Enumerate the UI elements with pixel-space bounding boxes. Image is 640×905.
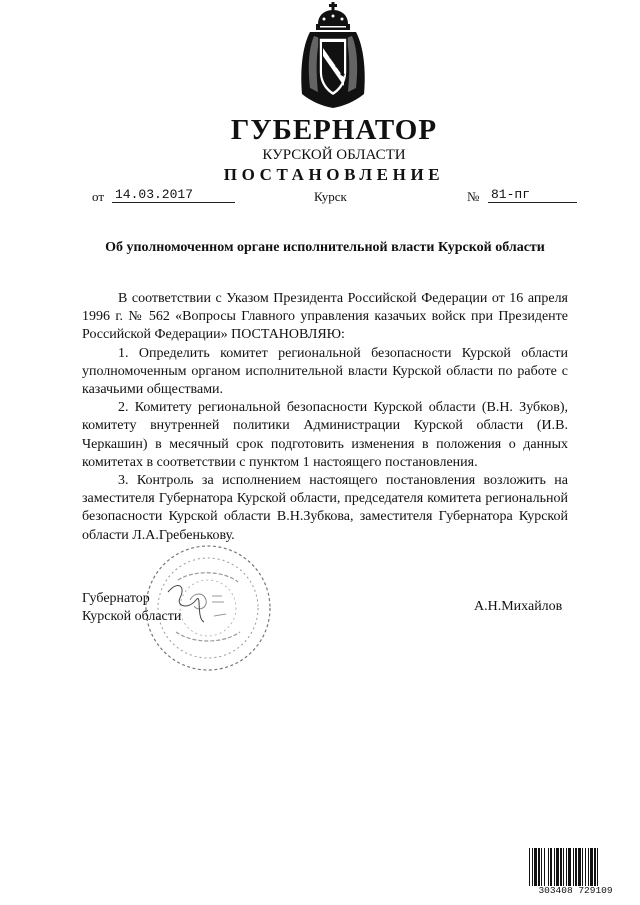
date-label: от	[92, 189, 105, 204]
document-date: 14.03.2017	[112, 187, 235, 203]
document-city: Курск	[314, 189, 347, 204]
document-header	[0, 114, 640, 186]
barcode-number: 303408 729109	[538, 885, 613, 896]
barcode	[528, 848, 623, 898]
governor-title: ГУБЕРНАТОР	[230, 114, 438, 146]
number-label: №	[467, 189, 480, 204]
barcode-bars-icon	[528, 848, 623, 886]
decree-title: ПОСТАНОВЛЕНИЕ	[223, 165, 445, 184]
paragraph-item-2: 2. Комитету региональной безопасности Курской области (В.Н. Зубков), комитету внутренней политики Администрации Курской области (И.В. Черкашин) в месячный срок подготовить изменения в положения о данных комитетах в соответствии с пунктом 1 настоящего постановления.	[82, 400, 568, 470]
paragraph-preamble: В соответствии с Указом Президента Российской Федерации от 16 апреля 1996 г. № 562 «Вопросы Главного управления казачьих войск при Президенте Российской Федерации» ПОСТАНОВЛЯЮ:	[82, 291, 568, 343]
signatory-name: А.Н.Михайлов	[474, 599, 563, 614]
signatory-title: Губернатор Курской области	[82, 591, 182, 624]
region-title: КУРСКОЙ ОБЛАСТИ	[262, 147, 406, 163]
document-number: 81-пг	[488, 187, 577, 203]
coat-of-arms-icon	[296, 2, 370, 112]
document-meta	[0, 189, 640, 211]
paragraph-item-3: 3. Контроль за исполнением настоящего постановления возложить на заместителя Губернатора Курской области, председателя комитета региональной безопасности Курской области В.Н.Зубкова, заместителя Губернатора Курской области Л.А.Гребенькову.	[82, 473, 568, 543]
document-subject: Об уполномоченном органе исполнительной власти Курской области	[105, 240, 545, 255]
paragraph-item-1: 1. Определить комитет региональной безопасности Курской области уполномоченным органом исполнительной власти Курской области по работе с казачьими обществами.	[82, 345, 568, 398]
document-body	[82, 290, 568, 545]
